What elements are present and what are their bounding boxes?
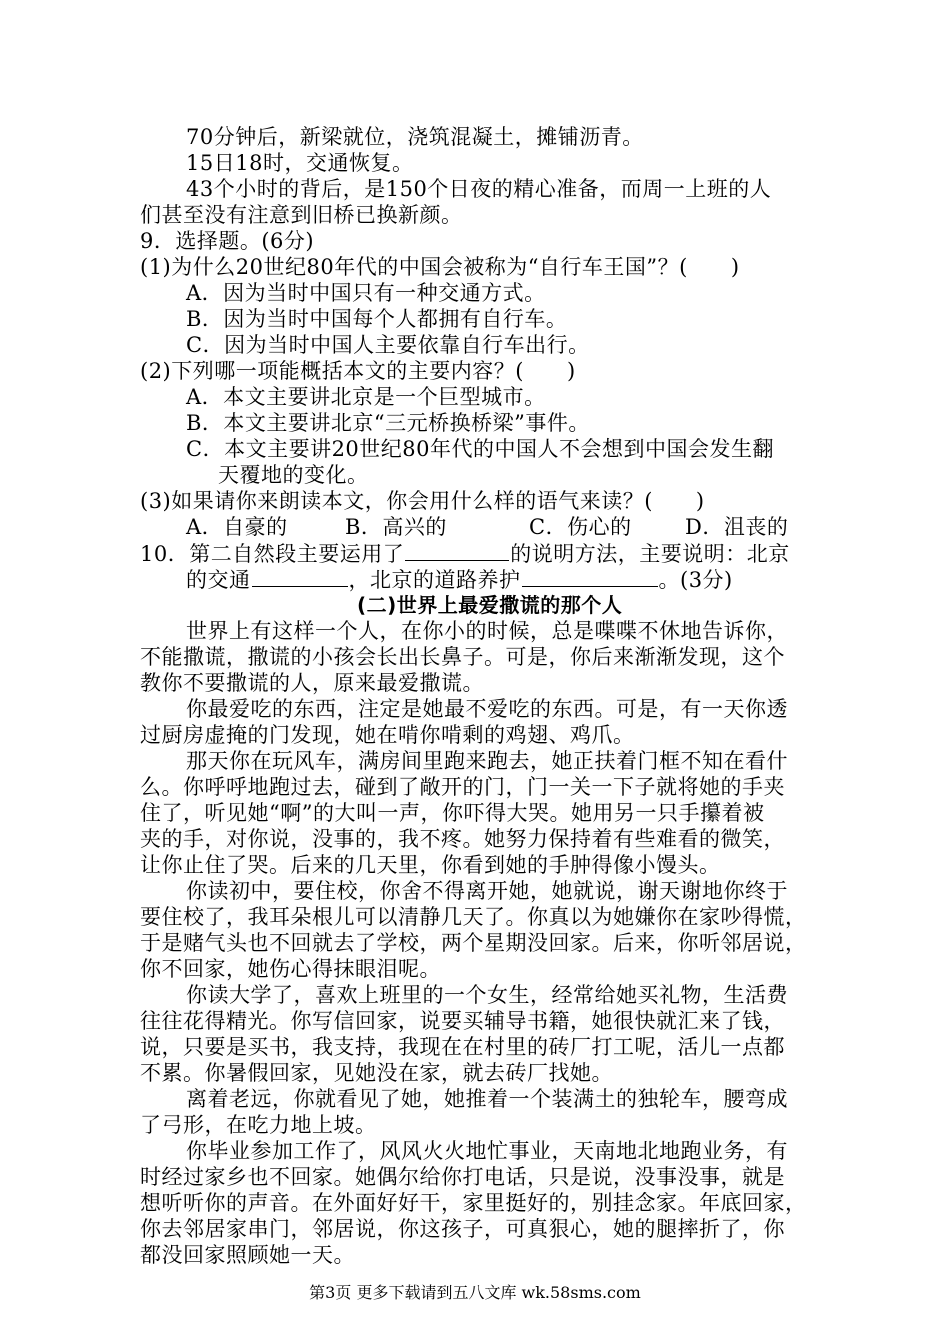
paragraph-line: 离着老远，你就看见了她，她推着一个装满土的独轮车，腰弯成 (186, 1087, 788, 1111)
question-10-text: 的交通 (186, 568, 251, 592)
answer-blank[interactable] (522, 566, 658, 587)
paragraph-line: 你读初中，要住校，你舍不得离开她，她就说，谢天谢地你终于 (186, 879, 788, 903)
paragraph-line: 43个小时的背后，是150个日夜的精心准备，而周一上班的人 (186, 177, 772, 201)
paragraph-line: 于是赌气头也不回就去了学校，两个星期没回家。后来，你听邻居说， (140, 931, 807, 955)
paragraph-line: 不能撒谎，撒谎的小孩会长出长鼻子。可是，你后来渐渐发现，这个 (140, 645, 785, 669)
question-9-3-options (0, 514, 950, 540)
paragraph-line: 说，只要是买书，我支持，我现在在村里的砖厂打工呢，活儿一点都 (140, 1035, 785, 1059)
question-10-text: 10．第二自然段主要运用了 (140, 542, 405, 566)
paragraph-line: 都没回家照顾她一天。 (140, 1243, 355, 1267)
question-9-3-option-d: D．沮丧的 (685, 515, 789, 539)
question-9-2-option-c-cont: 天覆地的变化。 (218, 463, 369, 487)
paragraph-line: 你毕业参加工作了，风风火火地忙事业，天南地北地跑业务，有 (186, 1139, 788, 1163)
paragraph-line: 往往花得精光。你写信回家，说要买辅导书籍，她很快就汇来了钱， (140, 1009, 785, 1033)
question-9-3-option-a: A．自豪的 (186, 515, 288, 539)
question-9-3-option-b: B．高兴的 (345, 515, 447, 539)
paragraph-line: 夹的手，对你说，没事的，我不疼。她努力保持着有些难看的微笑， (140, 827, 785, 851)
answer-blank[interactable] (252, 566, 348, 587)
answer-blank[interactable] (405, 540, 509, 561)
question-10-line-1 (140, 540, 860, 566)
question-10-line-2 (186, 566, 886, 592)
paragraph-line: 你不回家，她伤心得抹眼泪呢。 (140, 957, 441, 981)
paragraph-line: 不累。你暑假回家，见她没在家，就去砖厂找她。 (140, 1061, 613, 1085)
paragraph-line: 要住校了，我耳朵根儿可以清静几天了。你真以为她嫌你在家吵得慌， (140, 905, 807, 929)
paragraph-line: 你最爱吃的东西，注定是她最不爱吃的东西。可是，有一天你透 (186, 697, 788, 721)
paragraph-line: 教你不要撒谎的人，原来最爱撒谎。 (140, 671, 484, 695)
paragraph-line: 么。你呼呼地跑过去，碰到了敞开的门，门一关一下子就将她的手夹 (140, 775, 785, 799)
paragraph-line: 让你止住了哭。后来的几天里，你看到她的手肿得像小馒头。 (140, 853, 721, 877)
question-9-3-stem: (3)如果请你来朗读本文，你会用什么样的语气来读？( ) (140, 489, 705, 513)
question-9-1-option-a: A．因为当时中国只有一种交通方式。 (186, 281, 546, 305)
paragraph-line: 想听听你的声音。在外面好好干，家里挺好的，别挂念家。年底回家， (140, 1191, 807, 1215)
section-title: (二)世界上最爱撒谎的那个人 (357, 593, 623, 617)
paragraph-line: 你去邻居家串门，邻居说，你这孩子，可真狠心，她的腿摔折了，你 (140, 1217, 785, 1241)
paragraph-line: 你读大学了，喜欢上班里的一个女生，经常给她买礼物，生活费 (186, 983, 788, 1007)
question-9-1-stem: (1)为什么20世纪80年代的中国会被称为“自行车王国”？( ) (140, 255, 740, 279)
question-9-3-option-c: C．伤心的 (529, 515, 632, 539)
question-9-heading: 9．选择题。(6分) (140, 229, 315, 253)
paragraph-line: 过厨房虚掩的门发现，她在啃你啃剩的鸡翅、鸡爪。 (140, 723, 635, 747)
paragraph-line: 15日18时，交通恢复。 (186, 151, 414, 175)
page-footer: 第3页 更多下载请到五八文库 wk.58sms.com (309, 1283, 641, 1302)
paragraph-line: 住了，听见她“啊”的大叫一声，你吓得大哭。她用另一只手攥着被 (140, 801, 765, 825)
question-9-1-option-b: B．因为当时中国每个人都拥有自行车。 (186, 307, 568, 331)
question-9-2-option-c: C．本文主要讲20世纪80年代的中国人不会想到中国会发生翻 (186, 437, 775, 461)
paragraph-line: 70分钟后，新梁就位，浇筑混凝土，摊铺沥青。 (186, 125, 644, 149)
question-10-text: ，北京的道路养护 (348, 568, 521, 592)
question-9-2-stem: (2)下列哪一项能概括本文的主要内容？( ) (140, 359, 576, 383)
paragraph-line: 了弓形，在吃力地上坡。 (140, 1113, 377, 1137)
paragraph-line: 那天你在玩风车，满房间里跑来跑去，她正扶着门框不知在看什 (186, 749, 788, 773)
question-10-text: 。(3分) (658, 568, 733, 592)
paragraph-line: 时经过家乡也不回家。她偶尔给你打电话，只是说，没事没事，就是 (140, 1165, 785, 1189)
question-9-1-option-c: C．因为当时中国人主要依靠自行车出行。 (186, 333, 590, 357)
paragraph-line: 们甚至没有注意到旧桥已换新颜。 (140, 203, 463, 227)
question-9-2-option-b: B．本文主要讲北京“三元桥换桥梁”事件。 (186, 411, 590, 435)
question-10-text: 的说明方法，主要说明：北京 (510, 542, 790, 566)
paragraph-line: 世界上有这样一个人，在你小的时候，总是喋喋不休地告诉你， (186, 619, 788, 643)
question-9-2-option-a: A．本文主要讲北京是一个巨型城市。 (186, 385, 546, 409)
